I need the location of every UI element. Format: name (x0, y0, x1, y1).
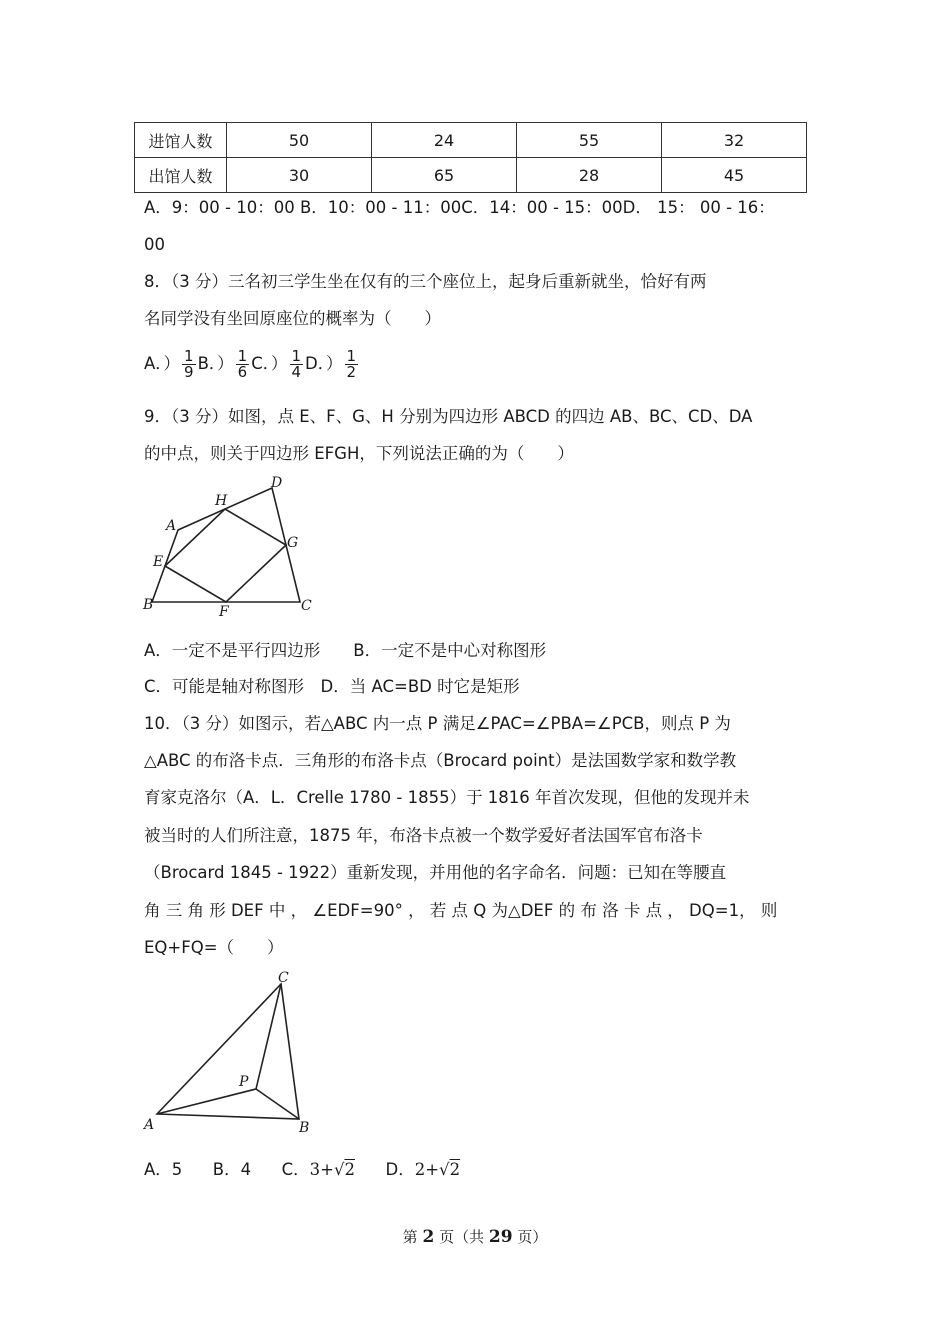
total-page-count: 29 (488, 1227, 513, 1247)
q10-options (144, 1159, 460, 1181)
integer-part: 3+ (309, 1160, 334, 1179)
table-cell: 55 (517, 123, 662, 158)
label-a: A (144, 1117, 155, 1133)
row-label: 进馆人数 (135, 123, 227, 158)
q10-question-line1: 10．（3 分）如图示，若△ABC 内一点 P 满足∠PAC=∠PBA=∠PCB，则点 P 为 (144, 714, 731, 733)
label-c: C (278, 970, 289, 986)
q10-option-d-expression: 2+√2 (414, 1160, 461, 1179)
q9-options-line2: C．可能是轴对称图形 D．当 AC=BD 时它是矩形 (144, 677, 520, 696)
q8-options (144, 346, 360, 382)
q8-question-line2: 名同学没有坐回原座位的概率为（ ） (144, 309, 441, 328)
fraction-d (345, 349, 359, 380)
fraction-b (236, 349, 250, 380)
q10-question-line6: 角 三 角 形 DEF 中 ， ∠EDF=90° ， 若 点 Q 为△DEF 的 布 洛 卡 点 ， DQ=1， 则 (144, 901, 778, 920)
q10-question-line7: EQ+FQ=（ ） (144, 938, 284, 957)
table-cell: 30 (227, 158, 372, 193)
label-a: A (166, 518, 177, 534)
fraction-denominator: 4 (291, 363, 302, 381)
label-e: E (153, 554, 164, 570)
fraction-numerator: 1 (291, 347, 302, 365)
label-g: G (287, 535, 299, 551)
q10-question-line4: 被当时的人们所注意，1875 年，布洛卡点被一个数学爱好者法国军官布洛卡 (144, 826, 703, 845)
q10-option-c-expression: 3+√2 (309, 1160, 355, 1179)
q10-option-d-label: D． (385, 1160, 415, 1179)
q8-question-line1: 8．（3 分）三名初三学生坐在仅有的三个座位上，起身后重新就坐，恰好有两 (144, 272, 707, 291)
q8-option-b-label: B．） (197, 354, 234, 373)
footer-prefix: 第 (402, 1228, 418, 1246)
radicand: 2 (449, 1160, 461, 1179)
row-label: 出馆人数 (135, 158, 227, 193)
q9-options-line1: A．一定不是平行四边形 B．一定不是中心对称图形 (144, 641, 547, 660)
current-page-number: 2 (422, 1227, 435, 1247)
footer-middle: 页（共 (439, 1228, 485, 1246)
quadrilateral-efgh (165, 509, 286, 602)
label-d: D (271, 475, 283, 491)
radicand: 2 (344, 1160, 355, 1179)
q9-question-line1: 9．（3 分）如图，点 E、F、G、H 分别为四边形 ABCD 的四边 AB、BC、CD、DA (144, 407, 753, 426)
triangle-abc (157, 984, 299, 1119)
fraction-a (182, 349, 196, 380)
fraction-numerator: 1 (237, 347, 248, 365)
q10-question-line5: （Brocard 1845 - 1922）重新发现，并用他的名字命名．问题：已知在等腰直 (144, 863, 727, 882)
q10-option-b: B．4 (212, 1160, 252, 1179)
fraction-numerator: 1 (346, 347, 357, 365)
q7-options-line2: 00 (144, 235, 165, 254)
integer-part: 2+ (414, 1160, 440, 1179)
visitor-count-table (134, 122, 807, 193)
label-c: C (301, 598, 312, 614)
table-cell: 24 (372, 123, 517, 158)
segment-pa (157, 1089, 256, 1114)
label-b: B (299, 1120, 310, 1136)
fraction-denominator: 2 (346, 363, 357, 381)
q10-option-c-label: C． (281, 1160, 310, 1179)
table-cell: 45 (662, 158, 807, 193)
label-h: H (215, 493, 228, 509)
fraction-denominator: 6 (237, 363, 248, 381)
segment-pb (256, 1089, 299, 1119)
label-p: P (239, 1074, 249, 1090)
label-f: F (219, 604, 229, 620)
page-footer (0, 1226, 950, 1247)
q10-question-line3: 育家克洛尔（A．L．Crelle 1780 - 1855）于 1816 年首次发现，但他的发现并未 (144, 788, 750, 807)
q8-option-a-label: A．） (144, 354, 181, 373)
q10-question-line2: △ABC 的布洛卡点．三角形的布洛卡点（Brocard point）是法国数学家和数学教 (144, 751, 737, 770)
q7-options-line1: A．9：00 - 10：00 B．10：00 - 11：00C．14：00 - 15：00D． 15： 00 - 16： (144, 198, 775, 217)
q10-option-a: A．5 (144, 1160, 183, 1179)
q9-question-line2: 的中点，则关于四边形 EFGH，下列说法正确的为（ ） (144, 444, 574, 463)
table-row (135, 123, 807, 158)
fraction-c (290, 349, 304, 380)
q8-option-d-label: D．） (305, 354, 343, 373)
table-cell: 28 (517, 158, 662, 193)
fraction-denominator: 9 (184, 363, 194, 381)
table-row (135, 158, 807, 193)
table-cell: 50 (227, 123, 372, 158)
table-cell: 32 (662, 123, 807, 158)
fraction-numerator: 1 (184, 347, 194, 365)
q8-option-c-label: C．） (251, 354, 288, 373)
segment-pc (256, 984, 281, 1089)
table-cell: 65 (372, 158, 517, 193)
q9-quadrilateral-figure (140, 472, 320, 622)
footer-suffix: 页） (517, 1228, 548, 1246)
label-b: B (143, 597, 154, 613)
q10-brocard-figure (138, 966, 328, 1141)
